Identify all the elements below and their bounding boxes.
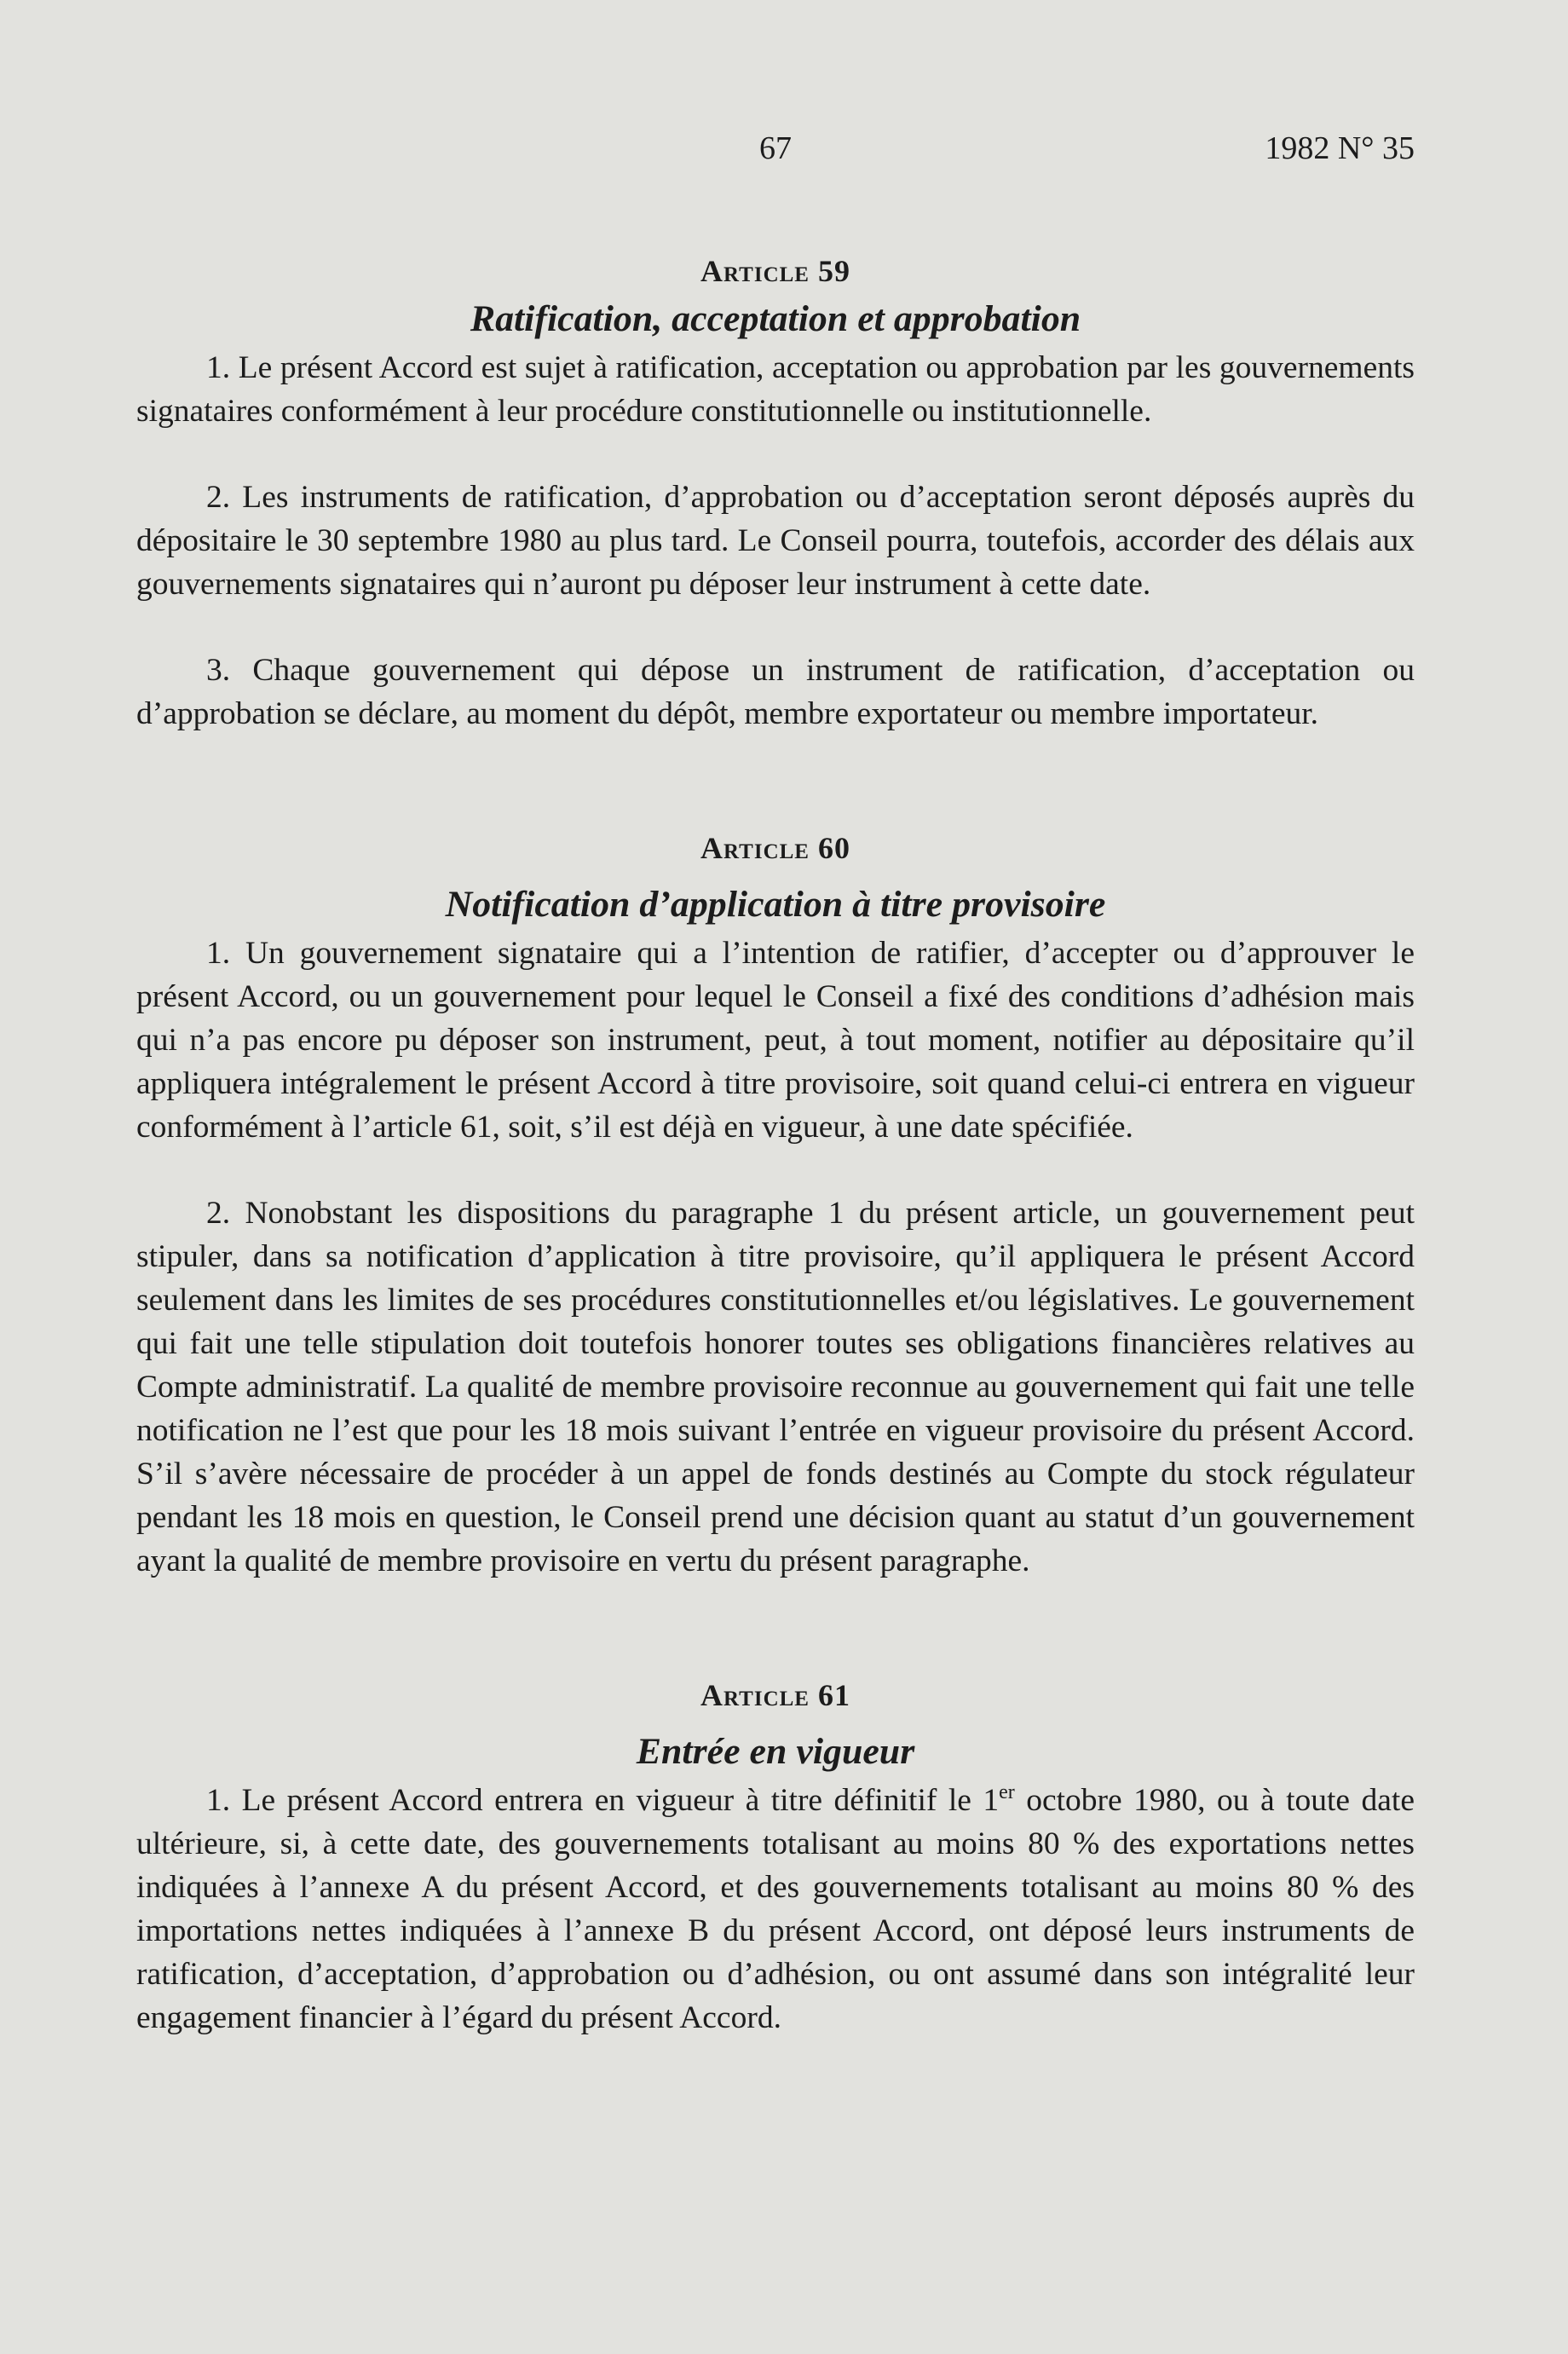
article-heading: Article 59 <box>700 254 850 288</box>
article-heading: Article 61 <box>700 1678 850 1712</box>
page-header <box>0 130 1568 181</box>
article-59 <box>136 249 1415 736</box>
article-61 <box>136 1673 1415 2040</box>
article-heading: Article 60 <box>700 831 850 865</box>
article-subtitle: Notification d’application à titre provisoire <box>445 884 1106 925</box>
article-60 <box>136 826 1415 1583</box>
article-paragraph: 1. Le présent Accord entrera en vigueur à titre définitif le 1er octobre 1980, ou à toute date ultérieure, si, à cette date, des gouvernements totalisant au moins 80 % des exportations nettes indiquées à l’annexe A du présent Accord, et des gouvernements totalisant au moins 80 % des importations nettes indiquées à l’annexe B du présent Accord, ont déposé leurs instruments de ratification, d’acceptation, d’approbation ou d’adhésion, ou ont assumé dans son intégralité leur engagement financier à l’égard du présent Accord. <box>136 1781 1415 2035</box>
article-paragraph: 3. Chaque gouvernement qui dépose un instrument de ratification, d’acceptation ou d’approbation se déclare, au moment du dépôt, membre exportateur ou membre importateur. <box>136 653 1415 731</box>
article-paragraph: 2. Les instruments de ratification, d’approbation ou d’acceptation seront déposés auprès du dépositaire le 30 septembre 1980 au plus tard. Le Conseil pourra, toutefois, accorder des délais aux gouvernements signataires qui n’auront pu déposer leur instrument à cette date. <box>136 480 1415 602</box>
document-body <box>136 249 1415 2040</box>
article-paragraph: 2. Nonobstant les dispositions du paragraphe 1 du présent article, un gouvernement peut stipuler, dans sa notification d’application à titre provisoire, qu’il appliquera le présent Accord seulement dans les limites de ses procédures constitutionnelles et/ou législatives. Le gouvernement qui fait une telle stipulation doit toutefois honorer toutes ses obligations financières relatives au Compte administratif. La qualité de membre provisoire reconnue au gouvernement qui fait une telle notification ne l’est que pour les 18 mois suivant l’entrée en vigueur provisoire du présent Accord. S’il s’avère nécessaire de procéder à un appel de fonds destinés au Compte du stock régulateur pendant les 18 mois en question, le Conseil prend une décision quant au statut d’un gouvernement ayant la qualité de membre provisoire en vertu du présent paragraphe. <box>136 1196 1415 1578</box>
article-subtitle: Ratification, acceptation et approbation <box>470 298 1081 339</box>
issue-reference: 1982 N° 35 <box>1265 130 1415 166</box>
article-paragraph: 1. Le présent Accord est sujet à ratification, acceptation ou approbation par les gouvernements signataires conformément à leur procédure constitutionnelle ou institutionnelle. <box>136 350 1415 429</box>
article-paragraph: 1. Un gouvernement signataire qui a l’intention de ratifier, d’accepter ou d’approuver le présent Accord, ou un gouvernement pour lequel le Conseil a fixé des conditions d’adhésion mais qui n’a pas encore pu déposer son instrument, peut, à tout moment, notifier au dépositaire qu’il appliquera intégralement le présent Accord à titre provisoire, soit quand celui-ci entrera en vigueur conformément à l’article 61, soit, s’il est déjà en vigueur, à une date spécifiée. <box>136 936 1415 1145</box>
article-subtitle: Entrée en vigueur <box>636 1731 915 1772</box>
page-number: 67 <box>759 130 792 166</box>
